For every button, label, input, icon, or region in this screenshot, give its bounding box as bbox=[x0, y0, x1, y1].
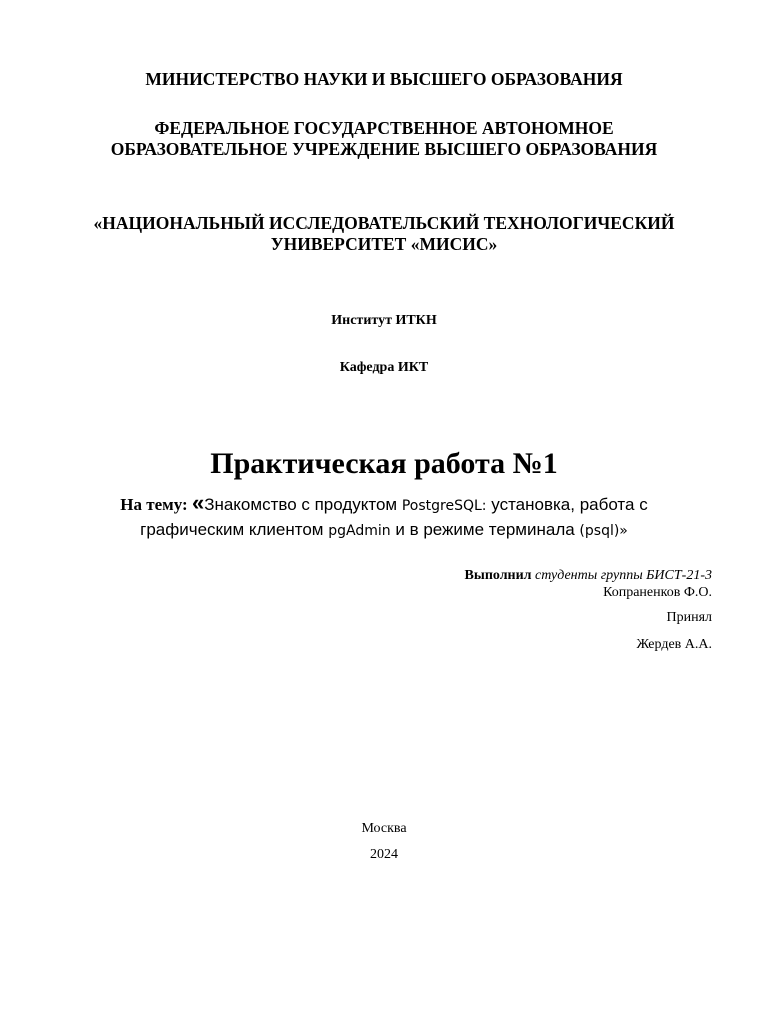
topic-part1: Знакомство с продуктом bbox=[204, 495, 402, 514]
topic-part4: и в режиме терминала bbox=[390, 520, 580, 539]
topic-part3: графическим клиентом bbox=[140, 520, 329, 539]
topic-line1 bbox=[0, 492, 768, 517]
accepted-label: Принял bbox=[666, 610, 712, 625]
year: 2024 bbox=[370, 847, 398, 862]
topic-terminal: (psql)» bbox=[579, 523, 628, 539]
institute-name: Институт ИТКН bbox=[331, 313, 437, 328]
city: Москва bbox=[361, 821, 407, 836]
topic-quote-open: « bbox=[191, 490, 205, 515]
topic-line2 bbox=[0, 519, 768, 542]
topic-part2: установка, работа с bbox=[486, 495, 648, 514]
institution-heading-line1: ФЕДЕРАЛЬНОЕ ГОСУДАРСТВЕННОЕ АВТОНОМНОЕ bbox=[154, 118, 614, 138]
topic-client: pgAdmin bbox=[328, 523, 391, 539]
institution-heading-line2: ОБРАЗОВАТЕЛЬНОЕ УЧРЕЖДЕНИЕ ВЫСШЕГО ОБРАЗОВАНИЯ bbox=[110, 139, 658, 159]
performed-label: Выполнил bbox=[464, 568, 532, 583]
student-name: Копраненков Ф.О. bbox=[603, 585, 712, 600]
topic-product: PostgreSQL: bbox=[401, 498, 487, 514]
university-heading-line1: «НАЦИОНАЛЬНЫЙ ИССЛЕДОВАТЕЛЬСКИЙ ТЕХНОЛОГИЧЕСКИЙ bbox=[93, 213, 675, 233]
teacher-name: Жердев А.А. bbox=[636, 637, 712, 652]
university-heading-line2: УНИВЕРСИТЕТ «МИСИС» bbox=[270, 234, 498, 254]
document-title: Практическая работа №1 bbox=[210, 447, 558, 480]
performed-by-group: студенты группы БИСТ-21-3 bbox=[531, 568, 712, 583]
department-name: Кафедра ИКТ bbox=[339, 360, 429, 375]
performed-by-line bbox=[465, 568, 712, 584]
ministry-heading: МИНИСТЕРСТВО НАУКИ И ВЫСШЕГО ОБРАЗОВАНИЯ bbox=[145, 69, 623, 89]
topic-lead: На тему: bbox=[120, 495, 188, 514]
